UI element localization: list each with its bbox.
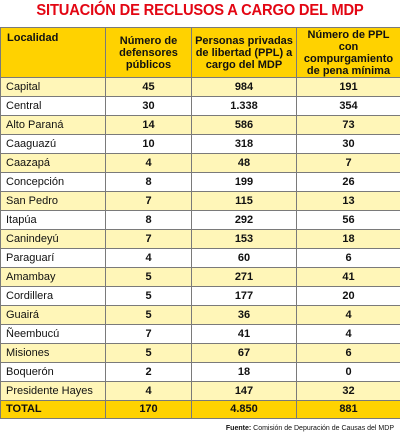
cell-localidad: Central xyxy=(1,97,106,116)
cell-compurgamiento: 6 xyxy=(297,344,400,363)
cell-defensores: 30 xyxy=(106,97,192,116)
table-row xyxy=(1,78,400,97)
cell-localidad: Caaguazú xyxy=(1,135,106,154)
cell-compurgamiento: 56 xyxy=(297,211,400,230)
cell-defensores: 5 xyxy=(106,287,192,306)
cell-ppl: 318 xyxy=(192,135,297,154)
cell-compurgamiento: 4 xyxy=(297,325,400,344)
cell-defensores: 14 xyxy=(106,116,192,135)
cell-ppl: 153 xyxy=(192,230,297,249)
cell-defensores: 7 xyxy=(106,325,192,344)
cell-defensores: 8 xyxy=(106,173,192,192)
header-localidad: Localidad xyxy=(1,28,106,78)
cell-localidad: Alto Paraná xyxy=(1,116,106,135)
cell-ppl: 177 xyxy=(192,287,297,306)
table-row xyxy=(1,306,400,325)
table-row xyxy=(1,173,400,192)
cell-defensores: 8 xyxy=(106,211,192,230)
table-row xyxy=(1,249,400,268)
cell-compurgamiento: 20 xyxy=(297,287,400,306)
total-defensores: 170 xyxy=(106,401,192,419)
cell-compurgamiento: 4 xyxy=(297,306,400,325)
cell-ppl: 115 xyxy=(192,192,297,211)
table-row xyxy=(1,154,400,173)
cell-defensores: 2 xyxy=(106,363,192,382)
header-compurgamiento: Número de PPL con compurgamiento de pena mínima xyxy=(297,28,400,78)
cell-localidad: Capital xyxy=(1,78,106,97)
table-row xyxy=(1,344,400,363)
cell-ppl: 292 xyxy=(192,211,297,230)
cell-ppl: 48 xyxy=(192,154,297,173)
cell-localidad: Itapúa xyxy=(1,211,106,230)
cell-ppl: 984 xyxy=(192,78,297,97)
cell-localidad: Canindeyú xyxy=(1,230,106,249)
header-ppl: Personas privadas de libertad (PPL) a cargo del MDP xyxy=(192,28,297,78)
cell-ppl: 147 xyxy=(192,382,297,401)
cell-localidad: Amambay xyxy=(1,268,106,287)
source-label: Fuente: xyxy=(225,425,252,432)
table-row xyxy=(1,116,400,135)
cell-localidad: Guairá xyxy=(1,306,106,325)
cell-localidad: Ñeembucú xyxy=(1,325,106,344)
cell-localidad: Misiones xyxy=(1,344,106,363)
header-defensores: Número de defensores públicos xyxy=(106,28,192,78)
cell-localidad: Paraguarí xyxy=(1,249,106,268)
header-row xyxy=(1,28,400,78)
reclusos-table xyxy=(0,27,400,419)
source-text: Comisión de Depuración de Causas del MDP xyxy=(253,425,394,432)
cell-localidad: Concepción xyxy=(1,173,106,192)
cell-compurgamiento: 30 xyxy=(297,135,400,154)
table-row xyxy=(1,230,400,249)
cell-defensores: 7 xyxy=(106,230,192,249)
cell-defensores: 4 xyxy=(106,382,192,401)
cell-ppl: 1.338 xyxy=(192,97,297,116)
total-compurgamiento: 881 xyxy=(297,401,400,419)
total-row xyxy=(1,401,400,419)
total-label: TOTAL xyxy=(1,401,106,419)
page-title: SITUACIÓN DE RECLUSOS A CARGO DEL MDP xyxy=(36,2,364,19)
cell-defensores: 10 xyxy=(106,135,192,154)
cell-ppl: 36 xyxy=(192,306,297,325)
table-row xyxy=(1,382,400,401)
table-footer xyxy=(1,401,400,419)
cell-ppl: 41 xyxy=(192,325,297,344)
cell-compurgamiento: 191 xyxy=(297,78,400,97)
table-row xyxy=(1,363,400,382)
table-row xyxy=(1,287,400,306)
cell-defensores: 45 xyxy=(106,78,192,97)
table-row xyxy=(1,135,400,154)
cell-compurgamiento: 354 xyxy=(297,97,400,116)
cell-compurgamiento: 26 xyxy=(297,173,400,192)
cell-defensores: 4 xyxy=(106,154,192,173)
source-note xyxy=(226,424,394,434)
cell-defensores: 5 xyxy=(106,306,192,325)
cell-ppl: 271 xyxy=(192,268,297,287)
table-row xyxy=(1,325,400,344)
cell-ppl: 199 xyxy=(192,173,297,192)
cell-ppl: 586 xyxy=(192,116,297,135)
cell-localidad: Boquerón xyxy=(1,363,106,382)
cell-defensores: 5 xyxy=(106,344,192,363)
table-row xyxy=(1,268,400,287)
table-body xyxy=(1,78,400,401)
table-header xyxy=(1,28,400,78)
total-ppl: 4.850 xyxy=(192,401,297,419)
cell-compurgamiento: 73 xyxy=(297,116,400,135)
cell-ppl: 18 xyxy=(192,363,297,382)
cell-defensores: 5 xyxy=(106,268,192,287)
cell-compurgamiento: 13 xyxy=(297,192,400,211)
cell-compurgamiento: 0 xyxy=(297,363,400,382)
cell-compurgamiento: 18 xyxy=(297,230,400,249)
cell-localidad: San Pedro xyxy=(1,192,106,211)
cell-compurgamiento: 41 xyxy=(297,268,400,287)
cell-compurgamiento: 32 xyxy=(297,382,400,401)
table-row xyxy=(1,97,400,116)
cell-localidad: Caazapá xyxy=(1,154,106,173)
table-row xyxy=(1,192,400,211)
cell-localidad: Cordillera xyxy=(1,287,106,306)
cell-compurgamiento: 6 xyxy=(297,249,400,268)
cell-ppl: 60 xyxy=(192,249,297,268)
cell-compurgamiento: 7 xyxy=(297,154,400,173)
cell-defensores: 4 xyxy=(106,249,192,268)
cell-localidad: Presidente Hayes xyxy=(1,382,106,401)
cell-ppl: 67 xyxy=(192,344,297,363)
cell-defensores: 7 xyxy=(106,192,192,211)
table-row xyxy=(1,211,400,230)
